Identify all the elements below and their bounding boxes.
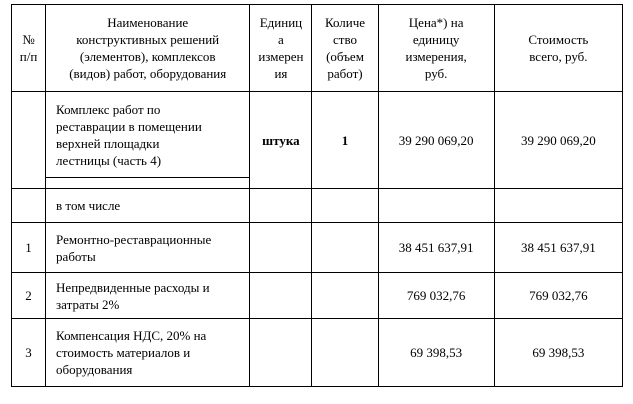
header-name: Наименование конструктивных решений (элементов), комплексов (видов) работ, оборудования	[46, 5, 250, 92]
header-price: Цена*) на единицу измерения, руб.	[378, 5, 494, 92]
including-unit	[250, 189, 312, 223]
header-num: № п/п	[12, 5, 46, 92]
including-num	[12, 189, 46, 223]
main-unit: штука	[250, 92, 312, 189]
main-row	[12, 92, 623, 178]
row-price: 69 398,53	[378, 319, 494, 387]
row-name: Непредвиденные расходы и затраты 2%	[46, 273, 250, 319]
table-row	[12, 319, 623, 387]
main-num	[12, 92, 46, 189]
row-total: 38 451 637,91	[494, 223, 622, 273]
header-qty: Количе ство (объем работ)	[312, 5, 378, 92]
including-price	[378, 189, 494, 223]
main-qty: 1	[312, 92, 378, 189]
row-num: 3	[12, 319, 46, 387]
row-qty	[312, 319, 378, 387]
row-num: 1	[12, 223, 46, 273]
table-row	[12, 273, 623, 319]
table-row	[12, 223, 623, 273]
row-total: 69 398,53	[494, 319, 622, 387]
main-total: 39 290 069,20	[494, 92, 622, 189]
including-qty	[312, 189, 378, 223]
row-price: 38 451 637,91	[378, 223, 494, 273]
row-num: 2	[12, 273, 46, 319]
header-unit: Единиц а измерен ия	[250, 5, 312, 92]
row-qty	[312, 223, 378, 273]
including-total	[494, 189, 622, 223]
including-row	[12, 189, 623, 223]
row-unit	[250, 223, 312, 273]
row-price: 769 032,76	[378, 273, 494, 319]
main-name: Комплекс работ по реставрации в помещении верхней площадки лестницы (часть 4)	[46, 92, 250, 178]
row-unit	[250, 319, 312, 387]
cost-table	[11, 4, 623, 387]
header-total: Стоимость всего, руб.	[494, 5, 622, 92]
row-qty	[312, 273, 378, 319]
header-row	[12, 5, 623, 92]
main-name-spacer	[46, 178, 250, 189]
main-price: 39 290 069,20	[378, 92, 494, 189]
row-total: 769 032,76	[494, 273, 622, 319]
including-label: в том числе	[46, 189, 250, 223]
row-unit	[250, 273, 312, 319]
row-name: Ремонтно-реставрационные работы	[46, 223, 250, 273]
row-name: Компенсация НДС, 20% на стоимость материалов и оборудования	[46, 319, 250, 387]
